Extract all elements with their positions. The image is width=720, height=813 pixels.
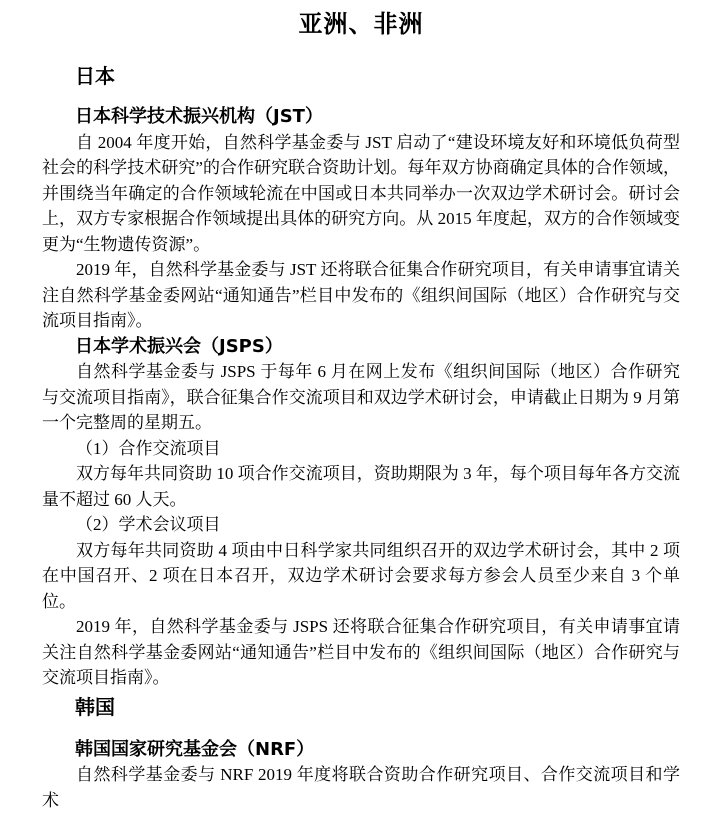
section-japan <box>42 64 680 691</box>
page-title: 亚洲、非洲 <box>42 10 680 38</box>
org-heading-nrf: 韩国国家研究基金会（NRF） <box>75 737 680 763</box>
paragraph-nrf-intro: 自然科学基金委与 NRF 2019 年度将联合资助合作研究项目、合作交流项目和学术 <box>42 762 680 813</box>
paragraph-jst-program: 自 2004 年度开始，自然科学基金委与 JST 启动了“建设环境友好和环境低负荷型社会的科学技术研究”的合作研究联合资助计划。每年双方协商确定具体的合作领域，并围绕当年确定的合作领域轮流在中国或日本共同举办一次双边学术研讨会。研讨会上，双方专家根据合作领域提出具体的研究方向。从 2015 年度起，双方的合作领域变更为“生物遗传资源”。 <box>42 130 680 258</box>
section-heading-japan: 日本 <box>75 64 680 88</box>
org-heading-jsps: 日本学术振兴会（JSPS） <box>75 334 680 360</box>
paragraph-seminar-projects: 双方每年共同资助 4 项由中日科学家共同组织召开的双边学术研讨会，其中 2 项在中国召开、2 项在日本召开，双边学术研讨会要求每方参会人员至少来自 3 个单位。 <box>42 538 680 615</box>
paragraph-jsps-intro: 自然科学基金委与 JSPS 于每年 6 月在网上发布《组织间国际（地区）合作研究与交流项目指南》，联合征集合作交流项目和双边学术研讨会，申请截止日期为 9 月第一个完整周的星期五。 <box>42 359 680 436</box>
paragraph-exchange-projects: 双方每年共同资助 10 项合作交流项目，资助期限为 3 年，每个项目每年各方交流量不超过 60 人天。 <box>42 461 680 512</box>
paragraph-jst-2019-call: 2019 年，自然科学基金委与 JST 还将联合征集合作研究项目，有关申请事宜请关注自然科学基金委网站“通知通告”栏目中发布的《组织间国际（地区）合作研究与交流项目指南》。 <box>42 257 680 334</box>
list-item-2-label: （2）学术会议项目 <box>42 512 680 538</box>
org-heading-jst: 日本科学技术振兴机构（JST） <box>75 104 680 130</box>
section-korea <box>42 695 680 813</box>
section-heading-korea: 韩国 <box>75 695 680 719</box>
paragraph-jsps-2019-call: 2019 年，自然科学基金委与 JSPS 还将联合征集合作研究项目，有关申请事宜请关注自然科学基金委网站“通知通告”栏目中发布的《组织间国际（地区）合作研究与交流项目指南》。 <box>42 614 680 691</box>
list-item-1-label: （1）合作交流项目 <box>42 436 680 462</box>
